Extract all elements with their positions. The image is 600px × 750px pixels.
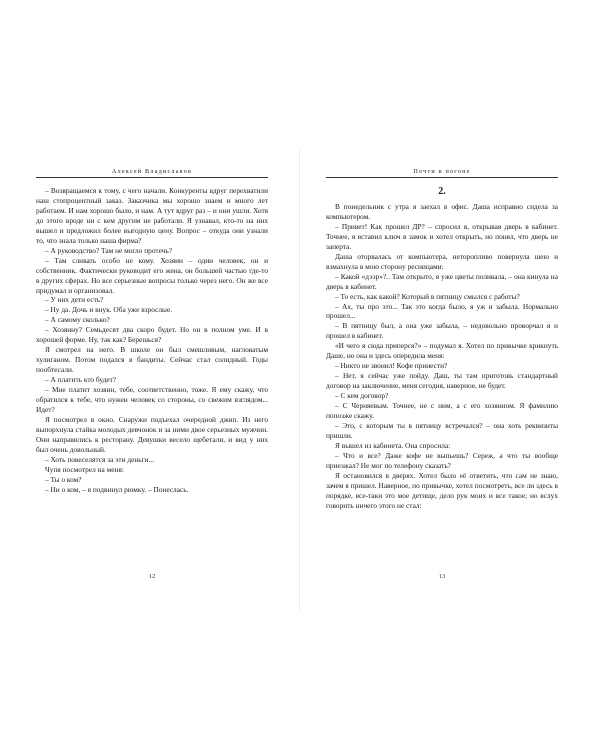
paragraph: «И чего я сюда приперся?» – подумал я. Хотел по привычке крикнуть Даше, но она и здесь опередила меня: xyxy=(326,341,558,361)
chapter-number: 2. xyxy=(438,186,446,197)
paragraph: – Ни о ком, – я подвинул рюмку. – Понеслась. xyxy=(45,484,189,494)
paragraph: – Там сливать особо не кому. Хозяин – один человек, он и собственник. Фактически руководит его жена, он большей частью где-то в других сферах. Но все серьезные вопросы только через него. Он же все придумал и организовал. xyxy=(36,255,268,295)
right-page xyxy=(326,168,558,511)
paragraph: – Какой «дээр»?.. Там открыто, я уже цветы поливала, – она кинула на дверь в кабинет. xyxy=(326,271,558,291)
right-page-text xyxy=(326,202,558,511)
paragraph: Я остановился в дверях. Хотел было её ответить, что сам не знаю, зачем я пришел. Наверное, по привычке, хотел посмотреть, все ли здесь в порядке, все-таки это мое детище, дело рук моих и все такое; но вслух говорить ничего этого не стал: xyxy=(326,470,558,510)
paragraph: Я вышел из кабинета. Она спросила: xyxy=(335,440,451,450)
paragraph: – А руководство? Там не могло протечь? xyxy=(45,245,172,255)
paragraph: – Привет! Как прошел ДР? – спросил я, открывая дверь в кабинет. Точнее, я вставил ключ в замок и хотел открыть, но понял, что дверь не заперта. xyxy=(326,221,558,251)
paragraph: – Это, с которым ты в пятницу встречался? – она хоть реквизиты пришли. xyxy=(326,420,558,440)
paragraph: – Мне платит хозяин, тебе, соответственно, тоже. Я ему скажу, что обратился к тебе, что нужен человек со стороны, со свежим взглядом... Идет? xyxy=(36,385,268,414)
paragraph: – Никто не звонил! Кофе принести? xyxy=(335,361,448,371)
left-page-number: 12 xyxy=(148,573,156,580)
paragraph: Я посмотрел в окно. Снаружи подъехал очередной джип. Из него выпорхнула стайка молодых девчонок и за ними двое серьезных мужчин. Они направились к ресторану. Девушки весело щебетали, и вид у них был очень довольный. xyxy=(36,414,268,454)
book-gutter xyxy=(299,150,300,610)
left-running-head: Алексей Владиславов xyxy=(36,168,268,178)
paragraph: – С Черняевым. Точнее, не с ним, а с его хозяином. Я фамилию попозже скажу. xyxy=(326,401,558,421)
paragraph: – Хоть повеселятся за эти деньги... xyxy=(45,454,155,464)
paragraph: – Ну да. Дочь и внук. Оба уже взрослые. xyxy=(45,305,173,315)
paragraph: – У них дети есть? xyxy=(45,295,104,305)
right-page-number: 13 xyxy=(438,573,446,580)
paragraph: – А самому сколько? xyxy=(45,315,110,325)
paragraph: – То есть, как какой? Который в пятницу смылся с работы? xyxy=(335,291,520,301)
paragraph: – Нет, я сейчас уже пойду. Даш, ты там приготовь стандартный договор на заключение, меня сегодня, наверное, не будет. xyxy=(326,371,558,391)
paragraph: – С кем договор? xyxy=(335,391,389,401)
left-page xyxy=(36,168,268,495)
paragraph: Чупя посмотрел на меня: xyxy=(45,464,124,474)
paragraph: Я смотрел на него. В школе он был смешливым, нагловатым хулиганом. Потом подался в бандиты. Сейчас стал солидный. Годы пообтесали. xyxy=(36,345,268,375)
paragraph: – Ах, ты про это... Так это когда было, я уж и забыла. Нормально прошел... xyxy=(326,301,558,321)
paragraph: – Возвращаемся к тому, с чего начали. Конкуренты вдруг перехватили наш стопроцентный заказ. Заказчика мы хорошо знаем и много лет работаем. И нам хорошо было, и нам. А тут вдруг раз – и они ушли. Хотя до этого вроде ни с кем другим не работали. Я узнавал, кто-то на них вышел и предложил более выгодную цену. Вопрос – откуда они узнали то, что знала только наша фирма? xyxy=(36,186,268,245)
left-page-text xyxy=(36,186,268,495)
paragraph: – А платить кто будет? xyxy=(45,375,117,385)
right-running-head: Почти в погоне xyxy=(326,168,558,178)
paragraph: – Ты о ком? xyxy=(45,474,82,484)
paragraph: – Что и все? Даже кофе не выпьешь? Сереж, а что ты вообще приезжал? Не мог по телефону сказать? xyxy=(326,450,558,470)
paragraph: В понедельник с утра я заехал в офис. Даша исправно сидела за компьютером. xyxy=(326,202,558,221)
paragraph: – В пятницу был, а она уже забыла, – недовольно проворчал я и прошел в кабинет. xyxy=(326,321,558,341)
paragraph: Даша оторвалась от компьютера, неторопливо повернула шею и взмахнула в мою сторону ресницами: xyxy=(326,251,558,271)
paragraph: – Хозяину? Семьдесят два скоро будет. Но он в полном уме. И в хорошей форме. Ну, так как? Берешься? xyxy=(36,325,268,345)
